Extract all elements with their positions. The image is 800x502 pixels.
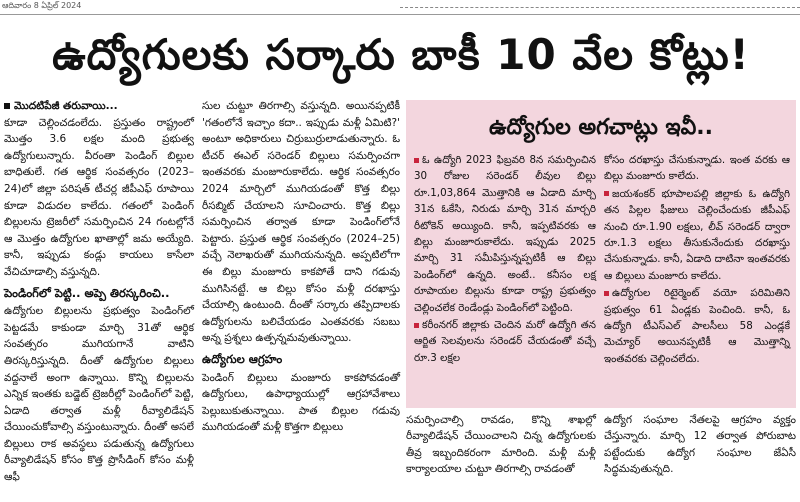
paragraph: ఉద్యోగ సంఘాల నేతలపై ఆగ్రహం వ్యక్తం చేస్తున్నారు. మార్చి 12 తర్వాత పోరుబాట పట్టేందుకు ఉద్యోగ సంఘాల జేఏసీ సిద్ధమవుతున్నది. [604, 414, 796, 476]
paragraph: ఉద్యోగుల బిల్లులను ప్రభుత్వం పెండింగ్‌లో పెట్టడమే కాకుండా మార్చి 31తో ఆర్థిక సంవత్సరం ముగియగానే వాటిని తిరస్కరిస్తున్నది. దీంతో ఉద్యోగుల బిల్లులు వద్దనాలే అంగా ఉన్నాయి. కొన్ని బిల్లులను ఎన్నిక ఇంతకు బడ్జెట్ ట్రెజరీల్లో పెండింగ్‌లో పెట్టి, ఏడాది తర్వాత మళ్లీ రీవ్యాలిడేషన్ చేయించుకోవాల్సి వస్తుంటున్నారు. దీంతో అసలే బిల్లులు రాక అవస్థలు పడుతున్న ఉద్యోగులు రీవ్యాలిడేషన్ కోసం కొత్త ప్రొసీడింగ్ కోసం మళ్లీ ఆఫీ [4, 305, 194, 484]
article-column-2 [202, 98, 400, 436]
box-column-1 [414, 152, 596, 367]
box-item-text: కరీంనగర్ జిల్లాకు చెందిన మరో ఉద్యోగి తన ఆర్జిత సెలవులను సరెండర్ చేయడంతో వచ్చే రూ.3 లక్షల [414, 319, 596, 364]
box-item [414, 317, 596, 366]
box-item [414, 152, 596, 316]
paragraph: పెండింగ్ బిల్లులు మంజూరు కాకపోవడంతో ఉద్యోగులు, ఉపాధ్యాయుల్లో ఆగ్రహావేశాలు పెల్లుబుకుతున్నాయి. పాత బిల్లుల గడువు ముగియడంతో మళ్లీ కొత్తగా బిల్లులు [202, 371, 400, 434]
article-column-1 [4, 98, 194, 486]
article-column-4 [604, 412, 796, 478]
kicker-text: మొదటిపేజీ తరువాయి... [14, 100, 118, 112]
header-rule [400, 7, 800, 8]
red-square-bullet-icon [604, 191, 609, 196]
headline: ఉద్యోగులకు సర్కారు బాకీ 10 వేల కోట్లు! [52, 30, 750, 79]
box-item [604, 186, 790, 284]
red-square-bullet-icon [414, 158, 419, 163]
subheading-pending: పెండింగ్‌లో పెట్టి.. అప్పె తిరస్కరించి.. [4, 285, 170, 300]
page-header-strip [0, 0, 800, 15]
header-date: ఆదివారం 8 ఏప్రిల్ 2024 [2, 1, 82, 10]
subheading-anger: ఉద్యోగుల ఆగ్రహం [202, 351, 283, 366]
paragraph: సుల చుట్టూ తిరగాల్సి వస్తున్నది. అయినప్పటికీ 'గతంలోనే ఇచ్చాం కదా.. ఇప్పుడు మళ్లీ ఏమిటి?' అంటూ అధికారులు చిర్రుబుర్రులాడుతున్నారు. ఓ టీచర్ ఈఎల్ సరెండర్ బిల్లులు సమర్పించగా ఇంతవరకు మంజూరుకాలేదు. ఆర్థిక సంవత్సరం 2024 మార్చిలో ముగియడంతో కొత్త బిల్లు రీసబ్మిట్ చేయాలని సూచించారు. కొత్త బిల్లు సమర్పించిన తర్వాత కూడా పెండింగ్‌లోనే పెట్టారు. ప్రస్తుత ఆర్థిక సంవత్సరం (2024–25) వచ్చే నెలాఖరుతో ముగియనున్నది. అప్పటిలోగా ఈ బిల్లు మంజూరు కాకపోతే దాని గడువు ముగిసినట్టే. ఆ బిల్లు కోసం మళ్లీ దరఖాస్తు చేయాల్సి ఉంటుంది. దీంతో సర్కారు తప్పిదాలకు ఉద్యోగులను బలిచేయడం ఎంతవరకు సబబు అన్న ప్రశ్నలు ఉత్పన్నమవుతున్నాయి. [202, 100, 400, 345]
box-item-text: జయశంకర్ భూపాలపల్లి జిల్లాకు ఓ ఉద్యోగి తన పిల్లల ఫీజులు చెల్లించేందుకు జీపీఎఫ్ నుంచి రూ.1.90 లక్షలు, లీవ్ సరెండర్ ద్వారా రూ.1.3 లక్షలు తీసుకునేందుకు దరఖాస్తు చేసుకున్నాడు. కానీ, ఏడాది దాటినా ఇంతవరకు ఆ బిల్లులు మంజూరు కాలేదు. [604, 187, 790, 282]
continuation-kicker [4, 98, 194, 115]
square-bullet-icon [4, 103, 10, 109]
box-item [604, 152, 790, 185]
paragraph: కూడా చెల్లించడంలేదు. ప్రస్తుతం రాష్ట్రంలో మొత్తం 3.6 లక్షల మంది ప్రభుత్వ ఉద్యోగులున్నారు. వీరంతా పెండింగ్ బిల్లుల బాధితులే. గత ఆర్థిక సంవత్సరం (2023–24)లో జిల్లా పరిషత్ టీచర్ల జీపీఎఫ్ రూపాయి కూడా విడుదల కాలేదు. గతంలో పెండింగ్ బిల్లులను ట్రెజరీలో సమర్పించిన 24 గంటల్లోనే ఆ మొత్తం ఉద్యోగుల ఖాతాల్లో జమ అయ్యేది. కానీ, ఇప్పుడు కండ్లు కాయలు కాసేలా వేచిచూడాల్సి వస్తున్నది. [4, 116, 194, 278]
paragraph: సమర్పించాల్సి రావడం, కొన్ని శాఖల్లో రీవ్యాలిడేషన్ చేయించాలని చిన్న ఉద్యోగులకు తీవ్ర ఇబ్బందికరంగా మారింది. మళ్లీ మళ్లీ కార్యాలయాల చుట్టూ తిరగాల్సి రావడంతో [406, 414, 596, 476]
article-column-3 [406, 412, 596, 478]
box-column-2 [604, 152, 790, 368]
box-item-text: ఉద్యోగుల రిటైర్మెంట్ వయో పరిమితిని ప్రభుత్వం 61 ఏండ్లకు పెంచింది. కానీ, ఓ ఉద్యోగి టీఎస్‌ఎల్ పాలసీలు 58 ఎండ్లకే మెచ్యూర్ అయినప్పటికీ ఆ మొత్తాన్ని ఇంతవరకు చెల్లించలేదు. [604, 287, 790, 365]
box-item-text: ఓ ఉద్యోగి 2023 ఫిబ్రవరి 8న సమర్పించిన 30 రోజుల సరెండర్ లీవుల బిల్లు రూ.1,03,864 మొత్తానికి ఆ ఏడాది మార్చి 31న ఓకేసి, నిరుడు మార్చి 31న మార్చరి రీటోకెన్ అయ్యింది. కానీ, ఇప్పటివరకు ఆ బిల్లు మంజూరుకాలేదు. ఇప్పుడు 2025 మార్చి 31 సమీపిస్తున్నప్పటికీ ఆ బిల్లు పెండింగ్‌లో ఉన్నది. అంటే.. కనీసం లక్ష రూపాయల బిల్లును కూడా రాష్ట్ర ప్రభుత్వం చెల్లించలేక రెండేండ్లు పెండింగ్‌లో పెట్టింది. [414, 154, 596, 314]
red-square-bullet-icon [604, 291, 609, 296]
box-title: ఉద్యోగుల అగచాట్లు ఇవీ.. [489, 115, 713, 140]
sidebar-box [406, 100, 796, 408]
red-square-bullet-icon [414, 323, 419, 328]
box-item [604, 285, 790, 367]
box-item-text: కోసం దరఖాస్తు చేసుకున్నాడు. ఇంత వరకు ఆ బిల్లు మంజూరు కాలేదు. [604, 154, 790, 183]
